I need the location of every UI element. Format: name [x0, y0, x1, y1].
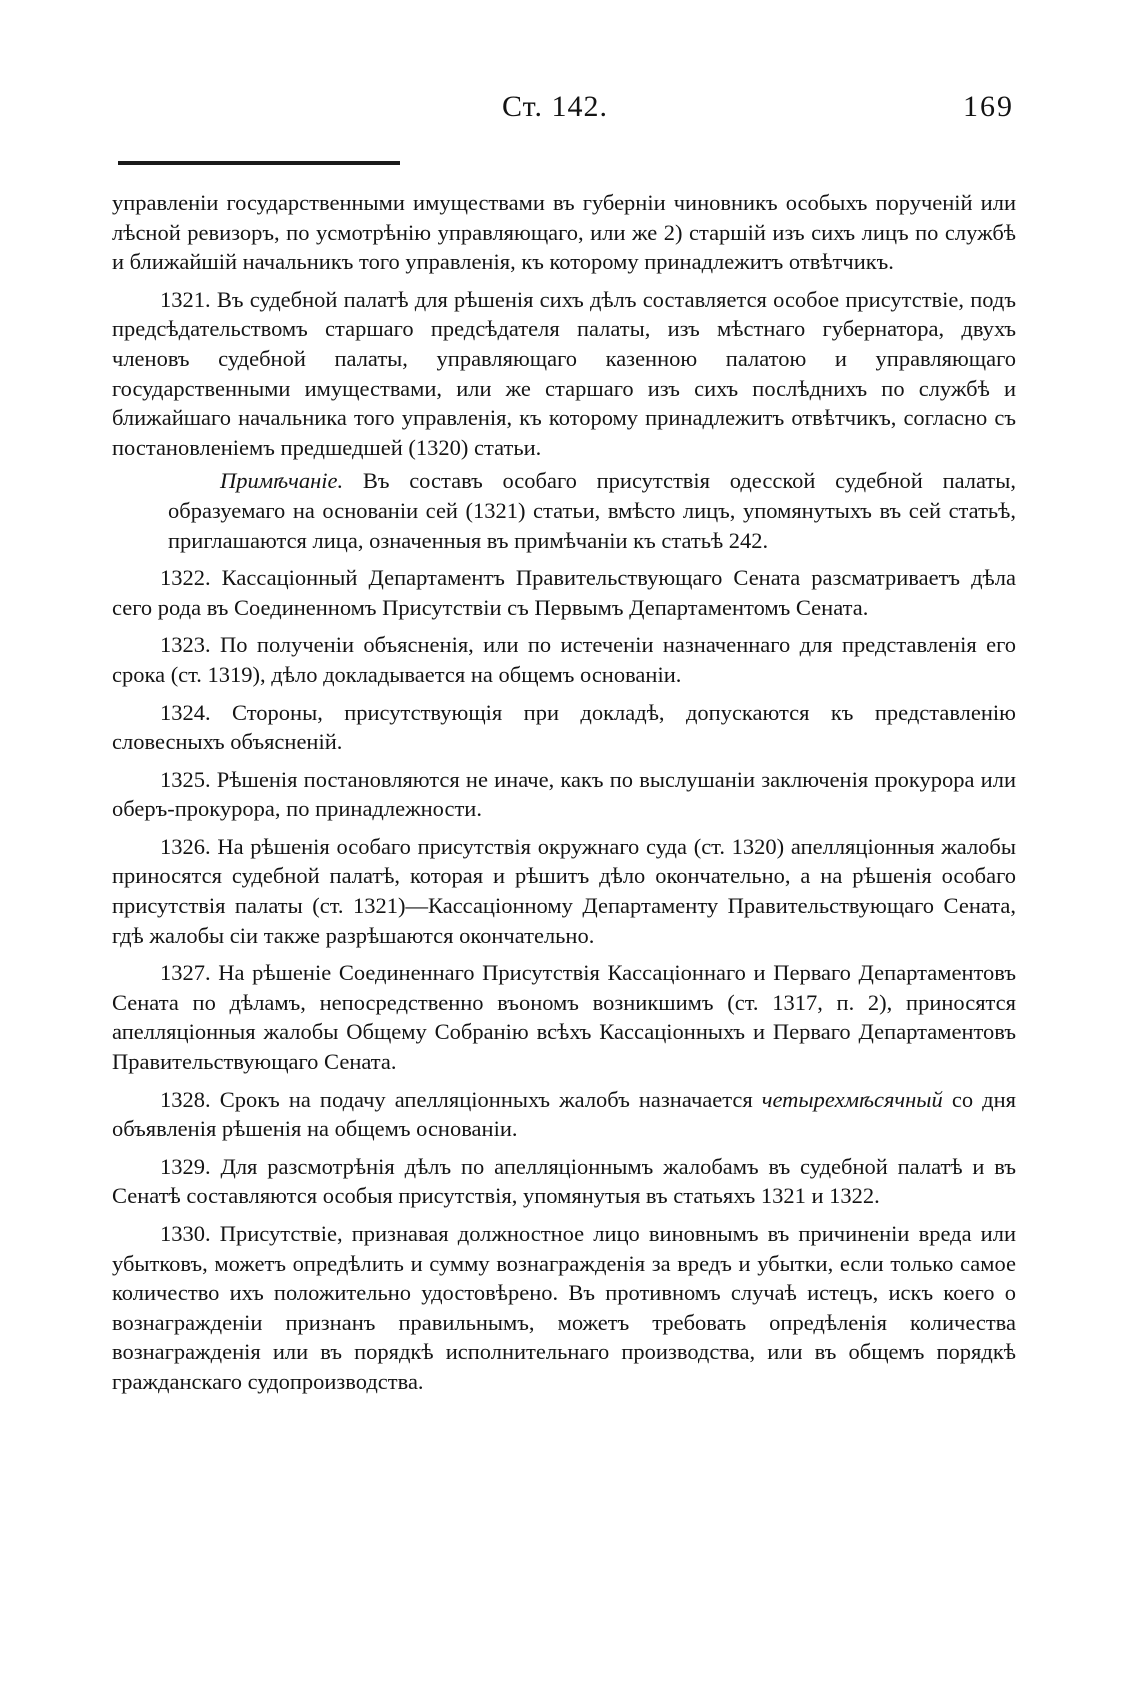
article-1321: 1321. Въ судебной палатѣ для рѣшенія сихъ дѣлъ составляется особое присутствіе, подъ предсѣдательствомъ старшаго предсѣдателя палаты, изъ мѣстнаго губернатора, двухъ членовъ судебной палаты, управляющаго казенною палатою и управляющаго государственными имуществами, или же старшаго изъ сихъ послѣднихъ по службѣ и ближайшаго начальника того управленія, къ которому принадлежитъ отвѣтчикъ, согласно съ постановленіемъ предшедшей (1320) статьи. [112, 286, 1016, 460]
page-header [0, 84, 1140, 134]
article-1323: 1323. По полученіи объясненія, или по истеченіи назначеннаго для представленія его срока (ст. 1319), дѣло докладывается на общемъ основаніи. [112, 632, 1016, 687]
article-1330: 1330. Присутствіе, признавая должностное лицо виновнымъ въ причиненіи вреда или убытковъ, можетъ опредѣлить и сумму вознагражденія за вредъ и убытки, если только самое количество ихъ положительно удостовѣрено. Въ противномъ случаѣ истецъ, искъ коего о вознагражденіи признанъ правильнымъ, можетъ требовать опредѣленія количества вознагражденія или въ порядкѣ исполнительнаго производства, или въ общемъ порядкѣ гражданскаго судопроизводства. [112, 1221, 1016, 1394]
article-1328-emphasis: четырехмѣсячный [761, 1086, 943, 1112]
article-reference: Ст. 142. [502, 90, 608, 123]
article-1328-end: со дня объявленія рѣшенія на общемъ основаніи. [112, 1086, 1017, 1142]
article-1328-start: 1328. Срокъ на подачу апелляціонныхъ жалобъ назначается [160, 1086, 762, 1112]
page-number: 169 [963, 90, 1014, 123]
note-label: Примѣчаніе. [220, 468, 344, 494]
article-1322: 1322. Кассаціонный Департаментъ Правительствующаго Сената разсматриваетъ дѣла сего рода въ Соединенномъ Присутствіи съ Первымъ Департаментомъ Сената. [112, 565, 1016, 620]
continued-paragraph: управленіи государственными имуществами въ губерніи чиновникъ особыхъ порученій или лѣсной ревизоръ, по усмотрѣнію управляющаго, или же 2) старшій изъ сихъ лицъ по службѣ и ближайшій начальникъ того управленія, къ которому принадлежитъ отвѣтчикъ. [112, 190, 1016, 275]
header-rule [118, 161, 400, 165]
article-1326: 1326. На рѣшенія особаго присутствія окружнаго суда (ст. 1320) апелляціонныя жалобы приносятся судебной палатѣ, которая и рѣшитъ дѣло окончательно, а на рѣшенія особаго присутствія палаты (ст. 1321)—Кассаціонному Департаменту Правительствующаго Сената, гдѣ жалобы сіи также разрѣшаются окончательно. [112, 833, 1016, 948]
note-1321 [168, 466, 1016, 555]
note-text: Въ составъ особаго присутствія одесской судебной палаты, образуемаго на основаніи сей (1321) статьи, вмѣсто лицъ, упомянутыхъ въ сей статьѣ, приглашаются лица, означенныя въ примѣчаніи къ статьѣ 242. [168, 468, 1016, 553]
body-text [112, 188, 1016, 1397]
article-1324: 1324. Стороны, присутствующія при докладѣ, допускаются къ представленію словесныхъ объясненій. [112, 699, 1016, 755]
article-1327: 1327. На рѣшеніе Соединеннаго Присутствія Кассаціоннаго и Перваго Департаментовъ Сената по дѣламъ, непосредственно въономъ возникшимъ (ст. 1317, п. 2), приносятся апелляціонныя жалобы Общему Собранію всѣхъ Кассаціонныхъ и Перваго Департаментовъ Правительствующаго Сената. [112, 960, 1016, 1075]
article-1329: 1329. Для разсмотрѣнія дѣлъ по апелляціоннымъ жалобамъ въ судебной палатѣ и въ Сенатѣ составляются особыя присутствія, упомянутыя въ статьяхъ 1321 и 1322. [112, 1153, 1016, 1209]
article-1325: 1325. Рѣшенія постановляются не иначе, какъ по выслушаніи заключенія прокурора или оберъ-прокурора, по принадлежности. [112, 766, 1016, 822]
article-1328 [112, 1085, 1016, 1144]
